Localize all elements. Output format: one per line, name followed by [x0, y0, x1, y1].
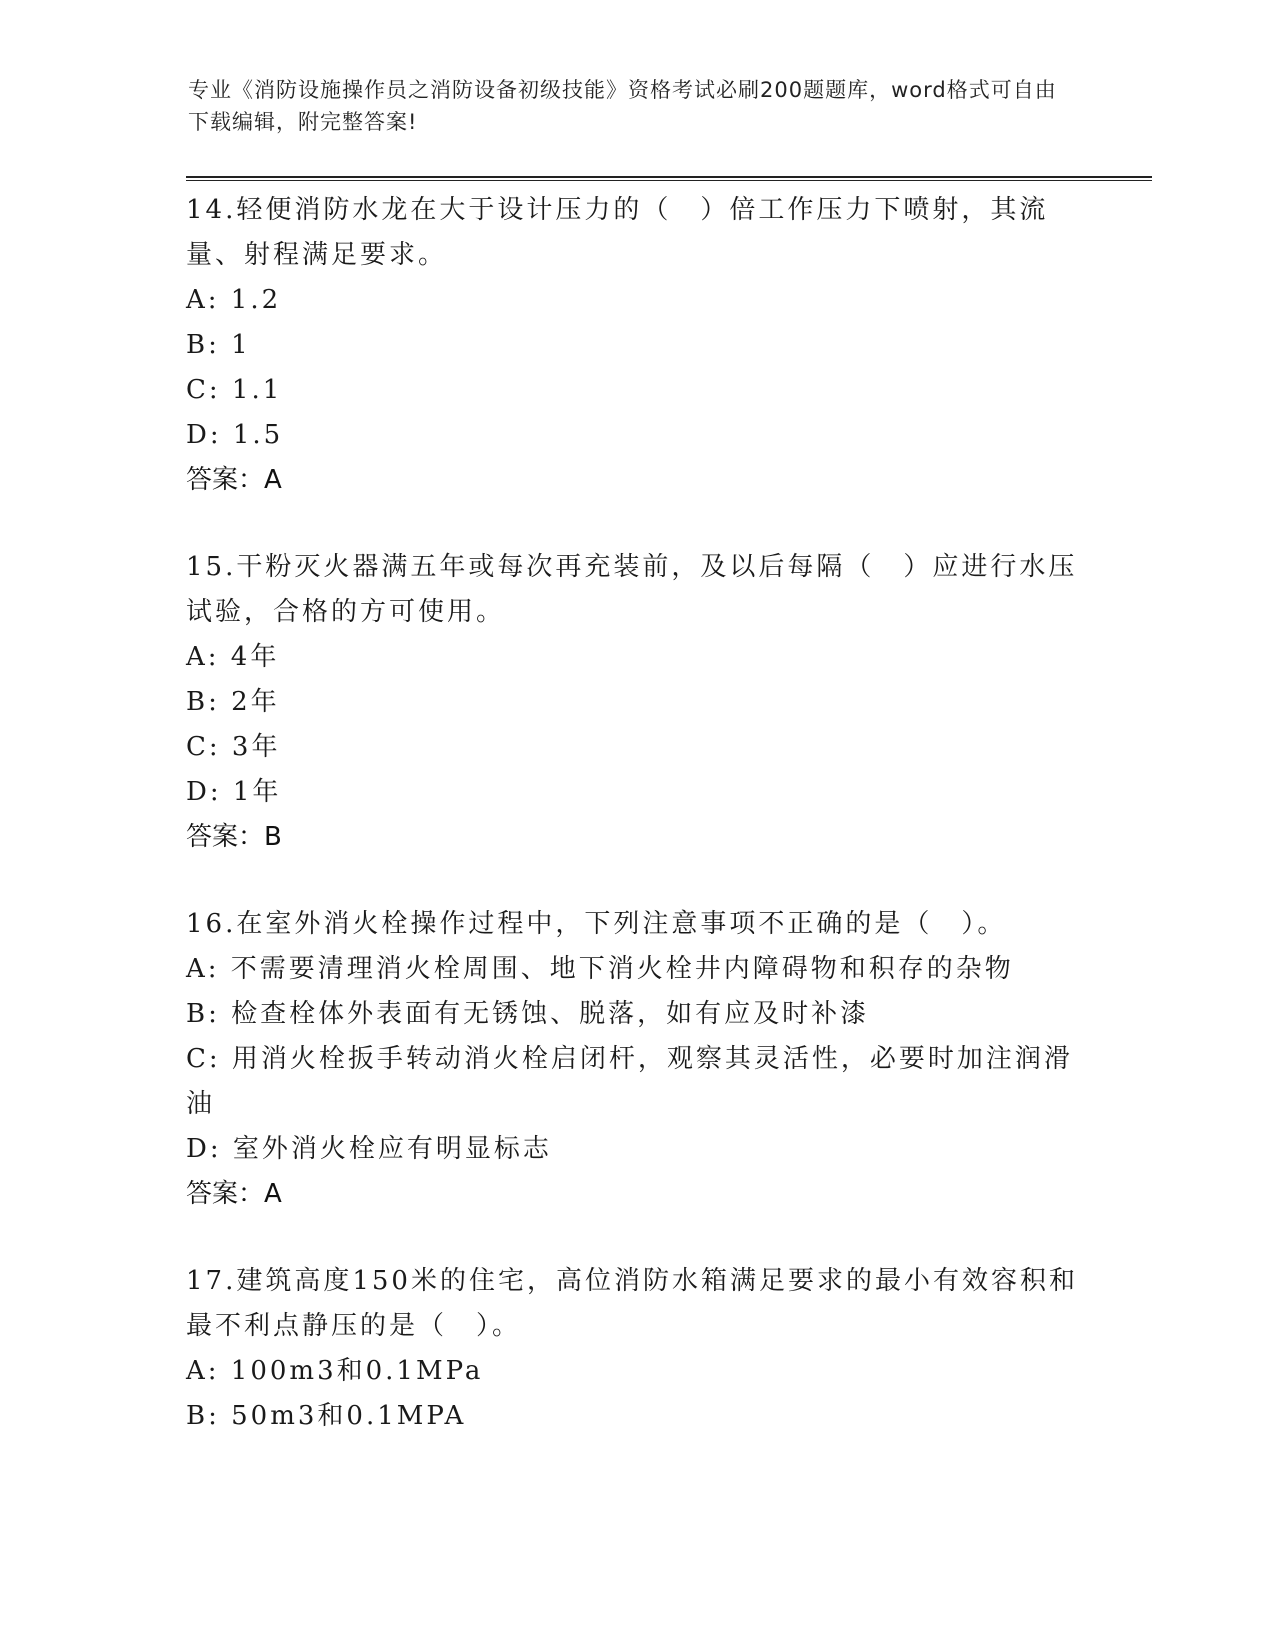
option-d: D: 1年 — [186, 777, 282, 807]
question-stem: 17.建筑高度150米的住宅，高位消防水箱满足要求的最小有效容积和最不利点静压的是（ ）。 — [186, 1266, 1078, 1341]
spacer — [186, 860, 1086, 902]
option-c: C: 用消火栓扳手转动消火栓启闭杆，观察其灵活性，必要时加注润滑油 — [186, 1044, 1073, 1119]
answer-label: 答案：A — [186, 1179, 282, 1209]
option-c: C: 3年 — [186, 732, 281, 762]
question-stem: 16.在室外消火栓操作过程中，下列注意事项不正确的是（ ）。 — [186, 909, 1007, 939]
option-a: A: 1.2 — [186, 285, 282, 315]
option-a: A: 不需要清理消火栓周围、地下消火栓井内障碍物和积存的杂物 — [186, 954, 1014, 984]
question-list — [186, 188, 1086, 1439]
question-stem: 14.轻便消防水龙在大于设计压力的（ ）倍工作压力下喷射，其流量、射程满足要求。 — [186, 195, 1049, 270]
option-d: D: 室外消火栓应有明显标志 — [186, 1134, 552, 1164]
option-a: A: 4年 — [186, 642, 280, 672]
header-divider — [186, 176, 1152, 181]
question-stem: 15.干粉灭火器满五年或每次再充装前，及以后每隔（ ）应进行水压试验，合格的方可使用。 — [186, 552, 1078, 627]
document-header: 专业《消防设施操作员之消防设备初级技能》资格考试必刷200题题库，word格式可自由下载编辑，附完整答案! — [188, 78, 1057, 134]
spacer — [186, 503, 1086, 545]
answer-label: 答案：A — [186, 465, 282, 495]
spacer — [186, 1217, 1086, 1259]
option-d: D: 1.5 — [186, 420, 284, 450]
option-b: B: 50m3和0.1MPA — [186, 1401, 467, 1431]
option-a: A: 100m3和0.1MPa — [186, 1356, 484, 1386]
question-17 — [186, 1259, 1086, 1439]
option-b: B: 2年 — [186, 687, 280, 717]
option-b: B: 检查栓体外表面有无锈蚀、脱落，如有应及时补漆 — [186, 999, 870, 1029]
option-b: B: 1 — [186, 330, 251, 360]
question-16 — [186, 902, 1086, 1217]
option-c: C: 1.1 — [186, 375, 283, 405]
question-14 — [186, 188, 1086, 503]
answer-label: 答案：B — [186, 822, 282, 852]
question-15 — [186, 545, 1086, 860]
